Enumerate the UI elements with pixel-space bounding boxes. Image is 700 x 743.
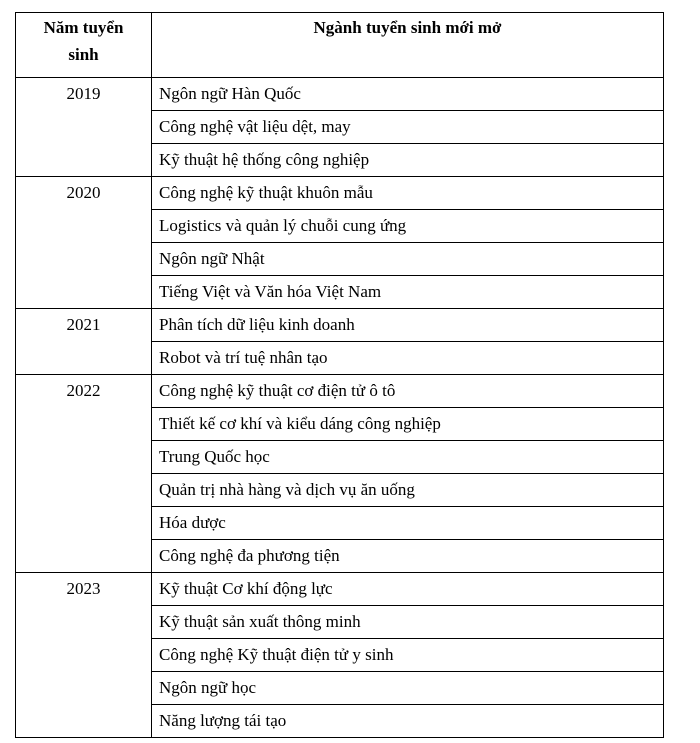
table-row xyxy=(16,309,664,342)
major-cell: Robot và trí tuệ nhân tạo xyxy=(152,342,664,375)
header-year xyxy=(16,13,152,78)
year-cell: 2019 xyxy=(16,78,152,177)
major-cell: Công nghệ Kỹ thuật điện tử y sinh xyxy=(152,639,664,672)
major-cell: Quản trị nhà hàng và dịch vụ ăn uống xyxy=(152,474,664,507)
table-row xyxy=(16,573,664,606)
major-cell: Hóa dược xyxy=(152,507,664,540)
major-cell: Công nghệ kỹ thuật cơ điện tử ô tô xyxy=(152,375,664,408)
major-cell: Logistics và quản lý chuỗi cung ứng xyxy=(152,210,664,243)
major-cell: Ngôn ngữ Nhật xyxy=(152,243,664,276)
header-major: Ngành tuyển sinh mới mở xyxy=(152,13,664,78)
major-cell: Công nghệ đa phương tiện xyxy=(152,540,664,573)
major-cell: Thiết kế cơ khí và kiểu dáng công nghiệp xyxy=(152,408,664,441)
major-cell: Công nghệ kỹ thuật khuôn mẫu xyxy=(152,177,664,210)
major-cell: Phân tích dữ liệu kinh doanh xyxy=(152,309,664,342)
major-cell: Công nghệ vật liệu dệt, may xyxy=(152,111,664,144)
year-cell: 2023 xyxy=(16,573,152,738)
table-row xyxy=(16,375,664,408)
major-cell: Kỹ thuật hệ thống công nghiệp xyxy=(152,144,664,177)
header-year-line1: Năm tuyển xyxy=(43,18,124,37)
major-cell: Năng lượng tái tạo xyxy=(152,705,664,738)
major-cell: Trung Quốc học xyxy=(152,441,664,474)
table-body xyxy=(16,78,664,738)
year-cell: 2020 xyxy=(16,177,152,309)
major-cell: Tiếng Việt và Văn hóa Việt Nam xyxy=(152,276,664,309)
admissions-table xyxy=(15,12,664,738)
header-row xyxy=(16,13,664,78)
table-row xyxy=(16,177,664,210)
year-cell: 2022 xyxy=(16,375,152,573)
major-cell: Kỹ thuật Cơ khí động lực xyxy=(152,573,664,606)
major-cell: Ngôn ngữ Hàn Quốc xyxy=(152,78,664,111)
year-cell: 2021 xyxy=(16,309,152,375)
table-row xyxy=(16,78,664,111)
header-year-line2: sinh xyxy=(68,45,99,64)
major-cell: Ngôn ngữ học xyxy=(152,672,664,705)
major-cell: Kỹ thuật sản xuất thông minh xyxy=(152,606,664,639)
